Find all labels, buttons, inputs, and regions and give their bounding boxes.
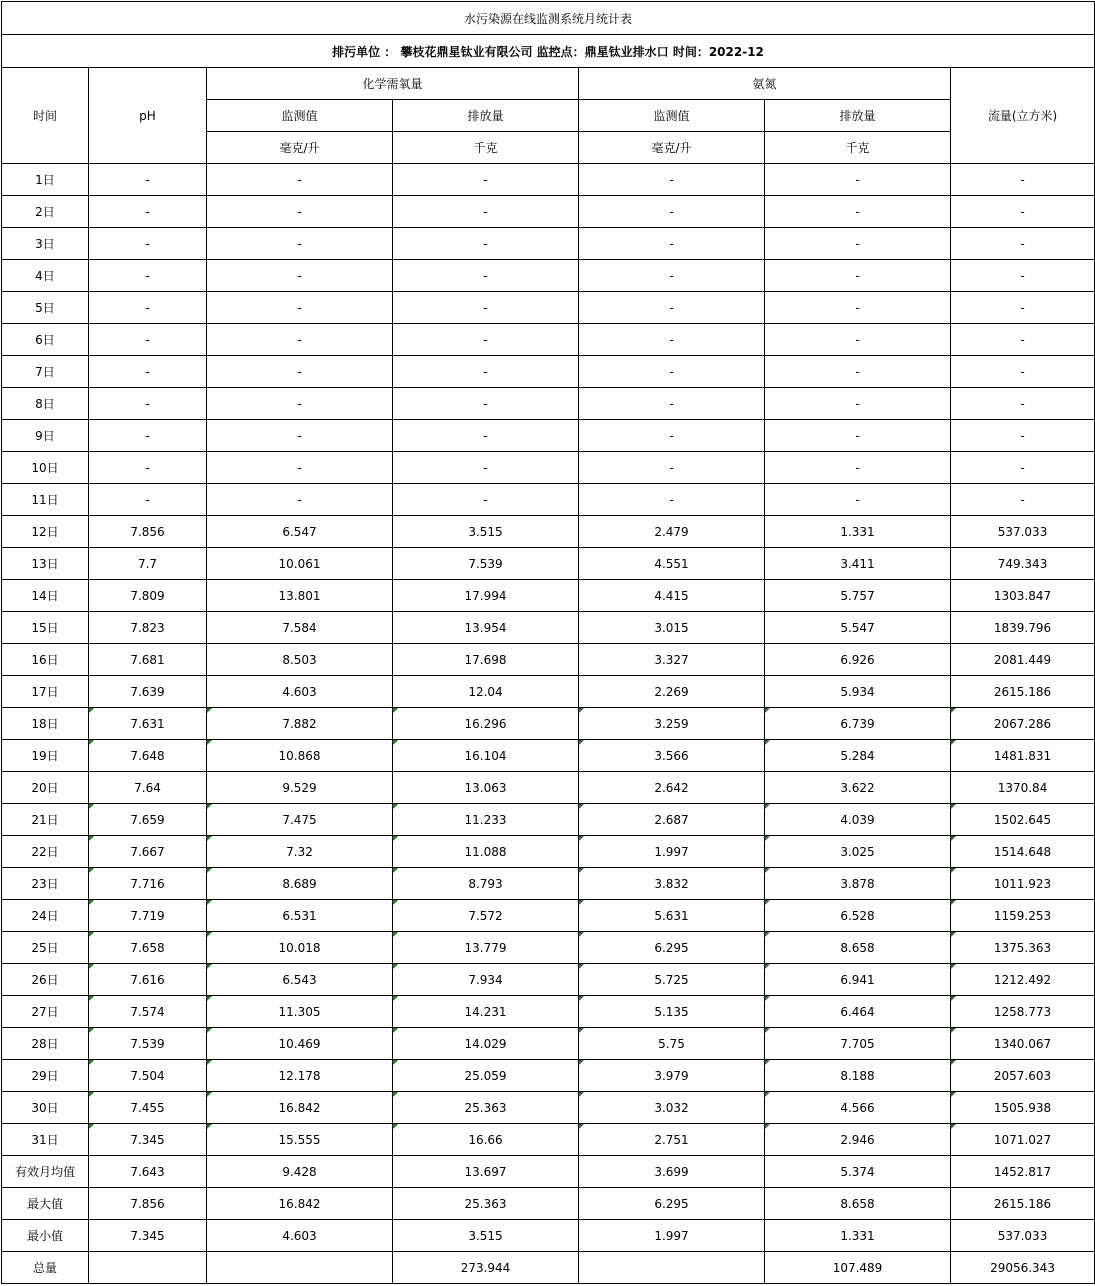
ph-cell: - [89, 356, 207, 388]
ph-cell: 7.345 [89, 1124, 207, 1156]
row-label: 27日 [2, 996, 89, 1028]
flow-cell: 537.033 [951, 516, 1095, 548]
table-row [2, 292, 1095, 324]
cod-discharge-cell: - [393, 260, 579, 292]
ammonia-value-cell: 3.699 [579, 1156, 765, 1188]
table-row [2, 804, 1095, 836]
header-ammonia: 氨氮 [579, 68, 951, 100]
cod-value-cell: - [207, 388, 393, 420]
row-label: 4日 [2, 260, 89, 292]
ammonia-discharge-cell: 6.739 [765, 708, 951, 740]
header-cod-unit-mass: 千克 [393, 132, 579, 164]
cod-discharge-cell: 17.698 [393, 644, 579, 676]
flow-cell: - [951, 356, 1095, 388]
ammonia-value-cell: 5.135 [579, 996, 765, 1028]
flow-cell: - [951, 388, 1095, 420]
flow-cell: 2081.449 [951, 644, 1095, 676]
ammonia-value-cell: 6.295 [579, 932, 765, 964]
cod-value-cell: 7.882 [207, 708, 393, 740]
row-label: 6日 [2, 324, 89, 356]
ph-cell: 7.455 [89, 1092, 207, 1124]
cod-discharge-cell: 13.779 [393, 932, 579, 964]
ammonia-discharge-cell: - [765, 356, 951, 388]
ammonia-discharge-cell: - [765, 164, 951, 196]
ammonia-value-cell: 2.642 [579, 772, 765, 804]
ammonia-value-cell: - [579, 356, 765, 388]
ph-cell: 7.856 [89, 516, 207, 548]
table-row [2, 452, 1095, 484]
flow-cell: 1011.923 [951, 868, 1095, 900]
ammonia-value-cell: 4.415 [579, 580, 765, 612]
cod-value-cell: 4.603 [207, 1220, 393, 1252]
cod-discharge-cell: 7.572 [393, 900, 579, 932]
cod-discharge-cell: - [393, 452, 579, 484]
cod-value-cell: 6.531 [207, 900, 393, 932]
ammonia-value-cell: - [579, 452, 765, 484]
ammonia-value-cell: - [579, 388, 765, 420]
ammonia-value-cell: - [579, 228, 765, 260]
flow-cell: - [951, 484, 1095, 516]
cod-discharge-cell: - [393, 484, 579, 516]
table-row [2, 1060, 1095, 1092]
ph-cell: 7.504 [89, 1060, 207, 1092]
ammonia-value-cell: 1.997 [579, 836, 765, 868]
row-label: 17日 [2, 676, 89, 708]
cod-value-cell: - [207, 484, 393, 516]
cod-value-cell: 9.529 [207, 772, 393, 804]
ammonia-discharge-cell: 4.039 [765, 804, 951, 836]
cod-discharge-cell: 273.944 [393, 1252, 579, 1284]
row-label: 23日 [2, 868, 89, 900]
ammonia-discharge-cell: 8.188 [765, 1060, 951, 1092]
cod-discharge-cell: 25.363 [393, 1092, 579, 1124]
cod-value-cell: 10.018 [207, 932, 393, 964]
report-subtitle: 排污单位 ： 攀枝花鼎星钛业有限公司 监控点：鼎星钛业排水口 时间：2022-12 [2, 35, 1095, 68]
cod-value-cell: 13.801 [207, 580, 393, 612]
table-row [2, 708, 1095, 740]
ammonia-discharge-cell: 107.489 [765, 1252, 951, 1284]
row-label: 26日 [2, 964, 89, 996]
ammonia-value-cell: 3.015 [579, 612, 765, 644]
table-row [2, 868, 1095, 900]
row-label: 25日 [2, 932, 89, 964]
cod-value-cell: - [207, 356, 393, 388]
table-row [2, 484, 1095, 516]
ph-cell: 7.639 [89, 676, 207, 708]
ph-cell: 7.719 [89, 900, 207, 932]
table-row [2, 1188, 1095, 1220]
ph-cell: 7.539 [89, 1028, 207, 1060]
ammonia-value-cell [579, 1252, 765, 1284]
ph-cell: 7.574 [89, 996, 207, 1028]
cod-discharge-cell: 14.231 [393, 996, 579, 1028]
ammonia-value-cell: 3.259 [579, 708, 765, 740]
table-row [2, 1092, 1095, 1124]
ammonia-value-cell: 3.327 [579, 644, 765, 676]
ammonia-value-cell: 3.832 [579, 868, 765, 900]
cod-discharge-cell: 16.66 [393, 1124, 579, 1156]
flow-cell: 749.343 [951, 548, 1095, 580]
ammonia-value-cell: 5.75 [579, 1028, 765, 1060]
cod-value-cell: 7.32 [207, 836, 393, 868]
cod-discharge-cell: 25.059 [393, 1060, 579, 1092]
cod-value-cell: 4.603 [207, 676, 393, 708]
row-label: 11日 [2, 484, 89, 516]
flow-cell: - [951, 292, 1095, 324]
ammonia-discharge-cell: 8.658 [765, 932, 951, 964]
table-row [2, 644, 1095, 676]
table-row [2, 900, 1095, 932]
ammonia-value-cell: 3.566 [579, 740, 765, 772]
ammonia-discharge-cell: - [765, 324, 951, 356]
ammonia-discharge-cell: - [765, 196, 951, 228]
flow-cell: 1514.648 [951, 836, 1095, 868]
cod-value-cell: - [207, 164, 393, 196]
ph-cell: 7.681 [89, 644, 207, 676]
ph-cell: 7.667 [89, 836, 207, 868]
flow-cell: 29056.343 [951, 1252, 1095, 1284]
ammonia-discharge-cell: 6.941 [765, 964, 951, 996]
flow-cell: - [951, 196, 1095, 228]
ph-cell: 7.64 [89, 772, 207, 804]
cod-discharge-cell: 3.515 [393, 516, 579, 548]
ph-cell: - [89, 452, 207, 484]
ammonia-discharge-cell: 6.528 [765, 900, 951, 932]
ammonia-value-cell: 3.979 [579, 1060, 765, 1092]
row-label: 1日 [2, 164, 89, 196]
table-row [2, 580, 1095, 612]
ammonia-discharge-cell: - [765, 388, 951, 420]
flow-cell: 1159.253 [951, 900, 1095, 932]
monthly-statistics-table [1, 1, 1095, 1284]
flow-cell: 537.033 [951, 1220, 1095, 1252]
table-row [2, 1252, 1095, 1284]
cod-value-cell: 12.178 [207, 1060, 393, 1092]
flow-cell: - [951, 420, 1095, 452]
report-title: 水污染源在线监测系统月统计表 [2, 2, 1095, 35]
ammonia-value-cell: - [579, 196, 765, 228]
flow-cell: 2067.286 [951, 708, 1095, 740]
table-row [2, 772, 1095, 804]
cod-value-cell: 6.547 [207, 516, 393, 548]
cod-discharge-cell: 8.793 [393, 868, 579, 900]
row-label: 31日 [2, 1124, 89, 1156]
flow-cell: 1071.027 [951, 1124, 1095, 1156]
cod-discharge-cell: 25.363 [393, 1188, 579, 1220]
ammonia-value-cell: 2.687 [579, 804, 765, 836]
cod-value-cell: 7.584 [207, 612, 393, 644]
ammonia-discharge-cell: 5.374 [765, 1156, 951, 1188]
header-ph: pH [89, 68, 207, 164]
cod-discharge-cell: - [393, 420, 579, 452]
cod-discharge-cell: 7.539 [393, 548, 579, 580]
row-label: 29日 [2, 1060, 89, 1092]
row-label: 有效月均值 [2, 1156, 89, 1188]
ammonia-discharge-cell: - [765, 452, 951, 484]
row-label: 总量 [2, 1252, 89, 1284]
row-label: 18日 [2, 708, 89, 740]
ammonia-discharge-cell: - [765, 420, 951, 452]
table-row [2, 164, 1095, 196]
cod-value-cell: - [207, 420, 393, 452]
row-label: 21日 [2, 804, 89, 836]
cod-value-cell: 10.469 [207, 1028, 393, 1060]
cod-value-cell: 16.842 [207, 1188, 393, 1220]
row-label: 14日 [2, 580, 89, 612]
ph-cell: 7.823 [89, 612, 207, 644]
flow-cell: 1258.773 [951, 996, 1095, 1028]
table-row [2, 612, 1095, 644]
row-label: 最小值 [2, 1220, 89, 1252]
ammonia-discharge-cell: 8.658 [765, 1188, 951, 1220]
flow-cell: - [951, 228, 1095, 260]
ammonia-discharge-cell: 7.705 [765, 1028, 951, 1060]
flow-cell: 1481.831 [951, 740, 1095, 772]
ammonia-discharge-cell: 3.411 [765, 548, 951, 580]
flow-cell: 1212.492 [951, 964, 1095, 996]
ammonia-value-cell: 5.631 [579, 900, 765, 932]
cod-value-cell: - [207, 324, 393, 356]
ammonia-discharge-cell: 1.331 [765, 1220, 951, 1252]
cod-value-cell: - [207, 292, 393, 324]
cod-value-cell [207, 1252, 393, 1284]
ph-cell: 7.643 [89, 1156, 207, 1188]
header-cod-monitor-value: 监测值 [207, 100, 393, 132]
header-cod: 化学需氧量 [207, 68, 579, 100]
flow-cell: - [951, 260, 1095, 292]
ammonia-value-cell: 3.032 [579, 1092, 765, 1124]
ammonia-discharge-cell: 4.566 [765, 1092, 951, 1124]
header-ammonia-unit-concentration: 毫克/升 [579, 132, 765, 164]
ammonia-value-cell: - [579, 484, 765, 516]
ammonia-value-cell: 5.725 [579, 964, 765, 996]
ph-cell: 7.648 [89, 740, 207, 772]
ammonia-discharge-cell: 3.878 [765, 868, 951, 900]
cod-value-cell: 15.555 [207, 1124, 393, 1156]
header-ammonia-unit-mass: 千克 [765, 132, 951, 164]
flow-cell: 1340.067 [951, 1028, 1095, 1060]
row-label: 16日 [2, 644, 89, 676]
cod-discharge-cell: 11.233 [393, 804, 579, 836]
ph-cell: 7.7 [89, 548, 207, 580]
cod-value-cell: 6.543 [207, 964, 393, 996]
ph-cell: 7.658 [89, 932, 207, 964]
table-row [2, 228, 1095, 260]
cod-discharge-cell: 16.296 [393, 708, 579, 740]
ph-cell: - [89, 420, 207, 452]
cod-value-cell: 8.503 [207, 644, 393, 676]
ammonia-discharge-cell: - [765, 228, 951, 260]
row-label: 9日 [2, 420, 89, 452]
ph-cell: - [89, 388, 207, 420]
ammonia-discharge-cell: 1.331 [765, 516, 951, 548]
ammonia-value-cell: - [579, 324, 765, 356]
row-label: 19日 [2, 740, 89, 772]
header-cod-unit-concentration: 毫克/升 [207, 132, 393, 164]
flow-cell: 1370.84 [951, 772, 1095, 804]
cod-discharge-cell: 12.04 [393, 676, 579, 708]
table-row [2, 836, 1095, 868]
cod-discharge-cell: 13.697 [393, 1156, 579, 1188]
ammonia-value-cell: 2.751 [579, 1124, 765, 1156]
ph-cell: 7.345 [89, 1220, 207, 1252]
ph-cell: 7.716 [89, 868, 207, 900]
row-label: 20日 [2, 772, 89, 804]
ammonia-discharge-cell: - [765, 292, 951, 324]
cod-discharge-cell: - [393, 196, 579, 228]
ammonia-discharge-cell: 6.464 [765, 996, 951, 1028]
ph-cell: 7.809 [89, 580, 207, 612]
flow-cell: 1303.847 [951, 580, 1095, 612]
cod-value-cell: 10.061 [207, 548, 393, 580]
cod-discharge-cell: - [393, 388, 579, 420]
ammonia-discharge-cell: 2.946 [765, 1124, 951, 1156]
flow-cell: - [951, 324, 1095, 356]
table-row [2, 516, 1095, 548]
header-time: 时间 [2, 68, 89, 164]
table-row [2, 196, 1095, 228]
ph-cell: 7.659 [89, 804, 207, 836]
cod-discharge-cell: 11.088 [393, 836, 579, 868]
header-ammonia-discharge: 排放量 [765, 100, 951, 132]
ammonia-discharge-cell: 6.926 [765, 644, 951, 676]
row-label: 8日 [2, 388, 89, 420]
flow-cell: 1502.645 [951, 804, 1095, 836]
ammonia-discharge-cell: 3.622 [765, 772, 951, 804]
ph-cell: 7.856 [89, 1188, 207, 1220]
table-row [2, 1220, 1095, 1252]
cod-discharge-cell: 13.063 [393, 772, 579, 804]
ammonia-value-cell: 2.479 [579, 516, 765, 548]
table-row [2, 676, 1095, 708]
flow-cell: - [951, 452, 1095, 484]
table-row [2, 260, 1095, 292]
flow-cell: 1452.817 [951, 1156, 1095, 1188]
row-label: 28日 [2, 1028, 89, 1060]
row-label: 22日 [2, 836, 89, 868]
table-row [2, 1124, 1095, 1156]
cod-value-cell: - [207, 452, 393, 484]
cod-value-cell: 16.842 [207, 1092, 393, 1124]
row-label: 12日 [2, 516, 89, 548]
flow-cell: 2615.186 [951, 1188, 1095, 1220]
ammonia-value-cell: - [579, 292, 765, 324]
flow-cell: 2057.603 [951, 1060, 1095, 1092]
cod-value-cell: 8.689 [207, 868, 393, 900]
table-row [2, 996, 1095, 1028]
cod-value-cell: 11.305 [207, 996, 393, 1028]
cod-value-cell: - [207, 228, 393, 260]
ammonia-value-cell: - [579, 260, 765, 292]
cod-value-cell: 7.475 [207, 804, 393, 836]
cod-discharge-cell: - [393, 324, 579, 356]
table-row [2, 932, 1095, 964]
ammonia-value-cell: 1.997 [579, 1220, 765, 1252]
cod-discharge-cell: 14.029 [393, 1028, 579, 1060]
row-label: 5日 [2, 292, 89, 324]
flow-cell: 1839.796 [951, 612, 1095, 644]
row-label: 13日 [2, 548, 89, 580]
cod-discharge-cell: - [393, 292, 579, 324]
table-row [2, 740, 1095, 772]
ammonia-discharge-cell: 5.284 [765, 740, 951, 772]
ph-cell: 7.631 [89, 708, 207, 740]
ammonia-value-cell: 4.551 [579, 548, 765, 580]
row-label: 3日 [2, 228, 89, 260]
table-row [2, 964, 1095, 996]
row-label: 15日 [2, 612, 89, 644]
cod-discharge-cell: 17.994 [393, 580, 579, 612]
cod-discharge-cell: 13.954 [393, 612, 579, 644]
ph-cell: - [89, 260, 207, 292]
ammonia-value-cell: - [579, 164, 765, 196]
flow-cell: 2615.186 [951, 676, 1095, 708]
header-flow: 流量(立方米) [951, 68, 1095, 164]
ph-cell: 7.616 [89, 964, 207, 996]
flow-cell: 1505.938 [951, 1092, 1095, 1124]
table-row [2, 388, 1095, 420]
row-label: 最大值 [2, 1188, 89, 1220]
ammonia-value-cell: - [579, 420, 765, 452]
cod-discharge-cell: - [393, 228, 579, 260]
row-label: 24日 [2, 900, 89, 932]
cod-discharge-cell: - [393, 356, 579, 388]
cod-value-cell: 10.868 [207, 740, 393, 772]
cod-discharge-cell: 3.515 [393, 1220, 579, 1252]
row-label: 7日 [2, 356, 89, 388]
ammonia-discharge-cell: 5.547 [765, 612, 951, 644]
ammonia-discharge-cell: 3.025 [765, 836, 951, 868]
flow-cell: - [951, 164, 1095, 196]
header-ammonia-monitor-value: 监测值 [579, 100, 765, 132]
ph-cell: - [89, 324, 207, 356]
row-label: 30日 [2, 1092, 89, 1124]
row-label: 10日 [2, 452, 89, 484]
cod-discharge-cell: - [393, 164, 579, 196]
row-label: 2日 [2, 196, 89, 228]
cod-discharge-cell: 16.104 [393, 740, 579, 772]
table-row [2, 324, 1095, 356]
header-cod-discharge: 排放量 [393, 100, 579, 132]
ph-cell: - [89, 292, 207, 324]
ph-cell [89, 1252, 207, 1284]
ammonia-discharge-cell: - [765, 484, 951, 516]
ph-cell: - [89, 228, 207, 260]
ammonia-value-cell: 6.295 [579, 1188, 765, 1220]
ammonia-discharge-cell: 5.934 [765, 676, 951, 708]
table-row [2, 420, 1095, 452]
ammonia-discharge-cell: 5.757 [765, 580, 951, 612]
table-row [2, 356, 1095, 388]
table-row [2, 1028, 1095, 1060]
cod-value-cell: 9.428 [207, 1156, 393, 1188]
table-row [2, 548, 1095, 580]
table-row [2, 1156, 1095, 1188]
ammonia-discharge-cell: - [765, 260, 951, 292]
cod-value-cell: - [207, 260, 393, 292]
ammonia-value-cell: 2.269 [579, 676, 765, 708]
ph-cell: - [89, 196, 207, 228]
cod-discharge-cell: 7.934 [393, 964, 579, 996]
ph-cell: - [89, 164, 207, 196]
flow-cell: 1375.363 [951, 932, 1095, 964]
ph-cell: - [89, 484, 207, 516]
cod-value-cell: - [207, 196, 393, 228]
